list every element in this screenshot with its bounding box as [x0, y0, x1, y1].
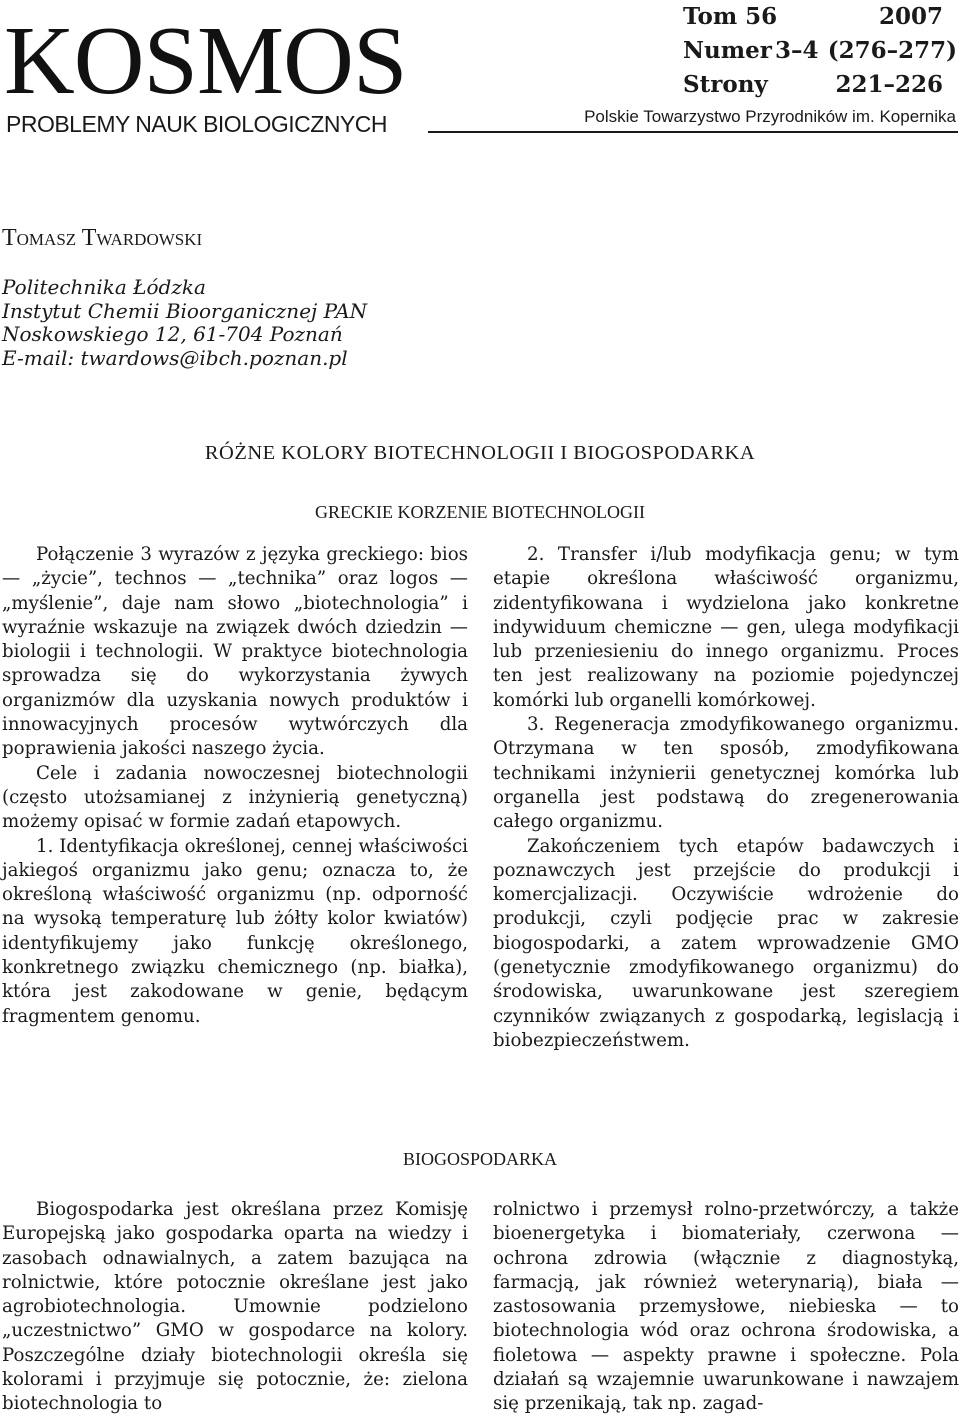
section-heading: GRECKIE KORZENIE BIOTECHNOLOGII: [315, 502, 645, 522]
issue-number-range: (276–277): [827, 37, 957, 64]
section-heading: BIOGOSPODARKA: [402, 1149, 558, 1169]
header-divider: [428, 131, 958, 133]
paragraph: 3. Regeneracja zmodyfikowanego organizmu. Otrzymana w ten sposób, zmodyfikowana technikami inżynierii genetycznej komórka lub organella jest podstawą do zregenerowania całego organizmu.: [493, 714, 959, 833]
affiliation-line: Instytut Chemii Bioorganicznej PAN: [2, 298, 368, 323]
issue-number: 3–4: [775, 37, 819, 64]
paragraph: rolnictwo i przemysł rolno-przetwórczy, a także bioenergetyka i biomateriały, czerwona — ochrona zdrowia (włącznie z diagnostyką, farmacją, jak również weterynarią), biała — zastosowania przemysłowe, niebieska — to biotechnologia wód oraz ochrona środowiska, a fioletowa — aspekty prawne i społeczne. Pola działań są wzajemnie uwarunkowane i nawzajem się przenikają, tak np. zagad-: [493, 1199, 959, 1415]
issue-pages: 221–226: [835, 71, 943, 98]
section-2-right-column: [493, 1198, 959, 1417]
journal-logo: [4, 7, 407, 115]
author-email: E-mail: twardows@ibch.poznan.pl: [2, 345, 348, 370]
issue-volume-row: [683, 0, 943, 34]
paragraph: Biogospodarka jest określana przez Komisję Europejską jako gospodarka oparta na wiedzy i zasobach odnawialnych, a zatem bazująca na rolnictwie, które potocznie określane jest jako agrobiotechnologia. Umownie podzielono „uczestnictwo” GMO w gospodarce na kolory. Poszczególne działy biotechnologii określa się kolorami i przyjmuje się potocznie, że: zielona biotechnologia to: [2, 1199, 468, 1415]
paragraph: Cele i zadania nowoczesnej biotechnologii (często utożsamianej z inżynierią genetyczną) możemy opisać w formie zadań etapowych.: [2, 762, 468, 833]
paragraph: Połączenie 3 wyrazów z języka greckiego: bios — „życie”, technos — „technika” oraz logos — „myślenie”, daje nam słowo „biotechnologia” i wyraźnie wskazuje na związek dwóch dziedzin — biologii i technologii. W praktyce biotechnologia sprowadza się do wykorzystania żywych organizmów dla uzyskania nowych produktów i innowacyjnych procesów wytwórczych dla poprawienia jakości naszego życia.: [2, 544, 468, 760]
article-title: RÓŻNE KOLORY BIOTECHNOLOGII I BIOGOSPODARKA: [204, 442, 756, 464]
issue-number-row: [683, 34, 957, 68]
paragraph: Zakończeniem tych etapów badawczych i poznawczych jest przejście do produkcji i komercjalizacji. Oczywiście wdrożenie do produkcji, czyli podjęcie prac w zakresie biogospodarki, a zatem wprowadzenie GMO (genetycznie zmodyfikowanego organizmu) do środowiska, uwarunkowane jest szeregiem czynników związanych z gospodarką, legislacją i biobezpieczeństwem.: [493, 835, 959, 1051]
affiliation-line: Politechnika Łódzka: [2, 275, 206, 299]
section-1-left-column: [2, 543, 468, 1029]
issue-pages-row: [683, 68, 943, 102]
paragraph: 2. Transfer i/lub modyfikacja genu; w tym etapie określona właściwość organizmu, zidentyfikowana i wydzielona jako konkretne indywiduum chemiczne — gen, ulega modyfikacji lub przeniesieniu do innego organizmu. Proces ten jest realizowany na poziomie pojedynczej komórki lub organelli komórkowej.: [493, 544, 959, 711]
publisher-society: Polskie Towarzystwo Przyrodników im. Kopernika: [584, 107, 956, 126]
issue-pages-label: Strony: [683, 71, 768, 98]
section-2-left-column: [2, 1198, 468, 1417]
paragraph: 1. Identyfikacja określonej, cennej właściwości jakiegoś organizmu jako genu; oznacza to, że określoną właściwość organizmu (np. odporność na wysoką temperaturę lub żółty kolor kwiatów) identyfikujemy jako funkcję określonego, konkretnego związku chemicznego (np. białka), która jest zakodowane w genie, będącym fragmentem genomu.: [2, 835, 468, 1027]
author-name: Tomasz Twardowski: [2, 225, 203, 251]
author-affiliation: [2, 276, 367, 370]
issue-info: [683, 0, 957, 102]
journal-logo-text: KOSMOS: [4, 7, 407, 115]
issue-year: 2007: [878, 3, 943, 30]
issue-volume: Tom 56: [683, 3, 778, 30]
issue-number-label: Numer: [683, 37, 772, 64]
section-1-right-column: [493, 543, 959, 1053]
journal-subtitle: PROBLEMY NAUK BIOLOGICZNYCH: [6, 111, 387, 137]
affiliation-line: Noskowskiego 12, 61-704 Poznań: [2, 322, 343, 346]
